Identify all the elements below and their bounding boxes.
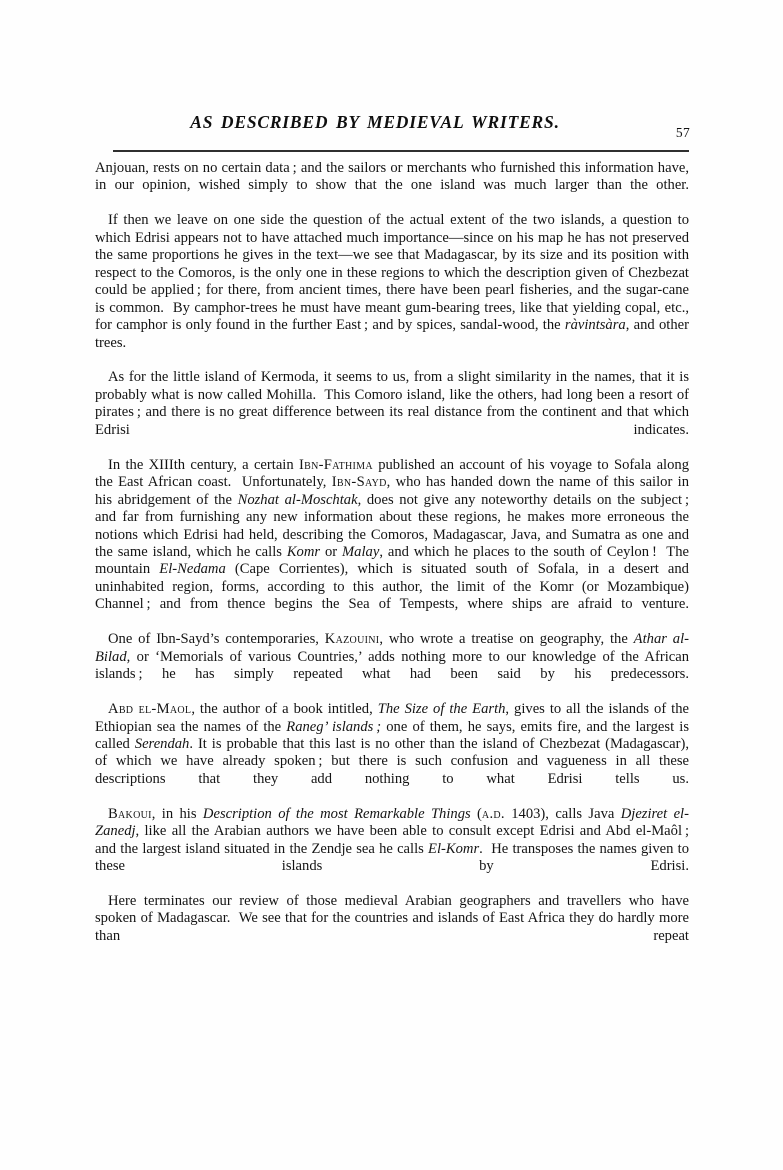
para-conclusion: Here terminates our review of those medieval Arabian geographers and travellers who have spoken of Madagascar. We see that for the countries and islands of East Africa they do hardly more than repeat — [95, 893, 689, 944]
page-number: 57 — [675, 125, 690, 140]
para-kermoda: As for the little island of Kermoda, it seems to us, from a slight similarity in the names, that it is probably what is now called Mohilla. This Comoro island, like the others, had long been a resort of pirates ; and there is no great difference between its real distance from the continent and that which Edrisi indicates. — [95, 369, 689, 438]
para-abd-el-maol: Abd el-Maol, the author of a book intitled, The Size of the Earth, gives to all the islands of the Ethiopian sea the names of the Raneg’ islands ; one of them, he says, emits fire, and the largest is called Serendah. It is probable that this last is no other than the island of Chezbezat (Madagascar), of which we have already spoken ; but there is such confusion and vagueness in all these descriptions that they add nothing to what Edrisi tells us. — [95, 701, 690, 787]
para-edrisi-extent: If then we leave on one side the question of the actual extent of the two islands, a question to which Edrisi appears not to have attached much importance—since on his map he has not preserved the same proportions he gives in the text—we see that Madagascar, by its size and its position with respect to the Comoros, is the only one in these regions to which the description given of Chezbezat could be applied ; for there, from ancient times, there have been pearl fisheries, and the sugar-cane is common. By camphor-trees he must have meant gum-bearing trees, like that yielding copal, etc., for camphor is only found in the further East ; and by spices, sandal-wood, the ràvintsàra, and other trees. — [95, 212, 689, 351]
para-kazouini: One of Ibn-Sayd’s contemporaries, Kazouini, who wrote a treatise on geography, the Athar al-Bilad, or ‘Memorials of various Countries,’ adds nothing more to our knowledge of the African islands ; he has simply repeated what had been said by his predecessors. — [95, 631, 689, 683]
para-ibn-fathima: In the XIIIth century, a certain Ibn-Fathima published an account of his voyage to Sofala along the East African coast. Unfortunately, Ibn-Sayd, who has handed down the name of this sailor in his abridgement of the Nozhat al-Moschtak, does not give any noteworthy details on the subject ; and far from furnishing any new information about these regions, he makes more erroneous the notions which Edrisi had held, describing the Comoros, Madagascar, Java, and Sumatra as one and the same island, which he calls Komr or Malay, and which he places to the south of Ceylon ! The mountain El-Nedama (Cape Corrientes), which is situated south of Sofala, in a desert and uninhabited region, forms, according to this author, the limit of the Komr (or Mozambique) Channel ; and from thence begins the Sea of Tempests, where ships are afraid to venture. — [95, 456, 690, 613]
page-header — [95, 112, 690, 152]
header-rule — [113, 150, 689, 152]
para-anjouan: Anjouan, rests on no certain data ; and the sailors or merchants who furnished this information have, in our opinion, wished simply to show that the one island was much larger than the other. — [95, 160, 689, 194]
body-text-block — [95, 160, 689, 963]
para-bakoui: Bakoui, in his Description of the most Remarkable Things (a.d. 1403), calls Java Djeziret el-Zanedj, like all the Arabian authors we have been able to consult except Edrisi and Abd el-Maôl ; and the largest island situated in the Zendje sea he calls El-Komr. He transposes the names given to these islands by Edrisi. — [95, 805, 690, 875]
running-head: AS DESCRIBED BY MEDIEVAL WRITERS. — [190, 112, 560, 132]
